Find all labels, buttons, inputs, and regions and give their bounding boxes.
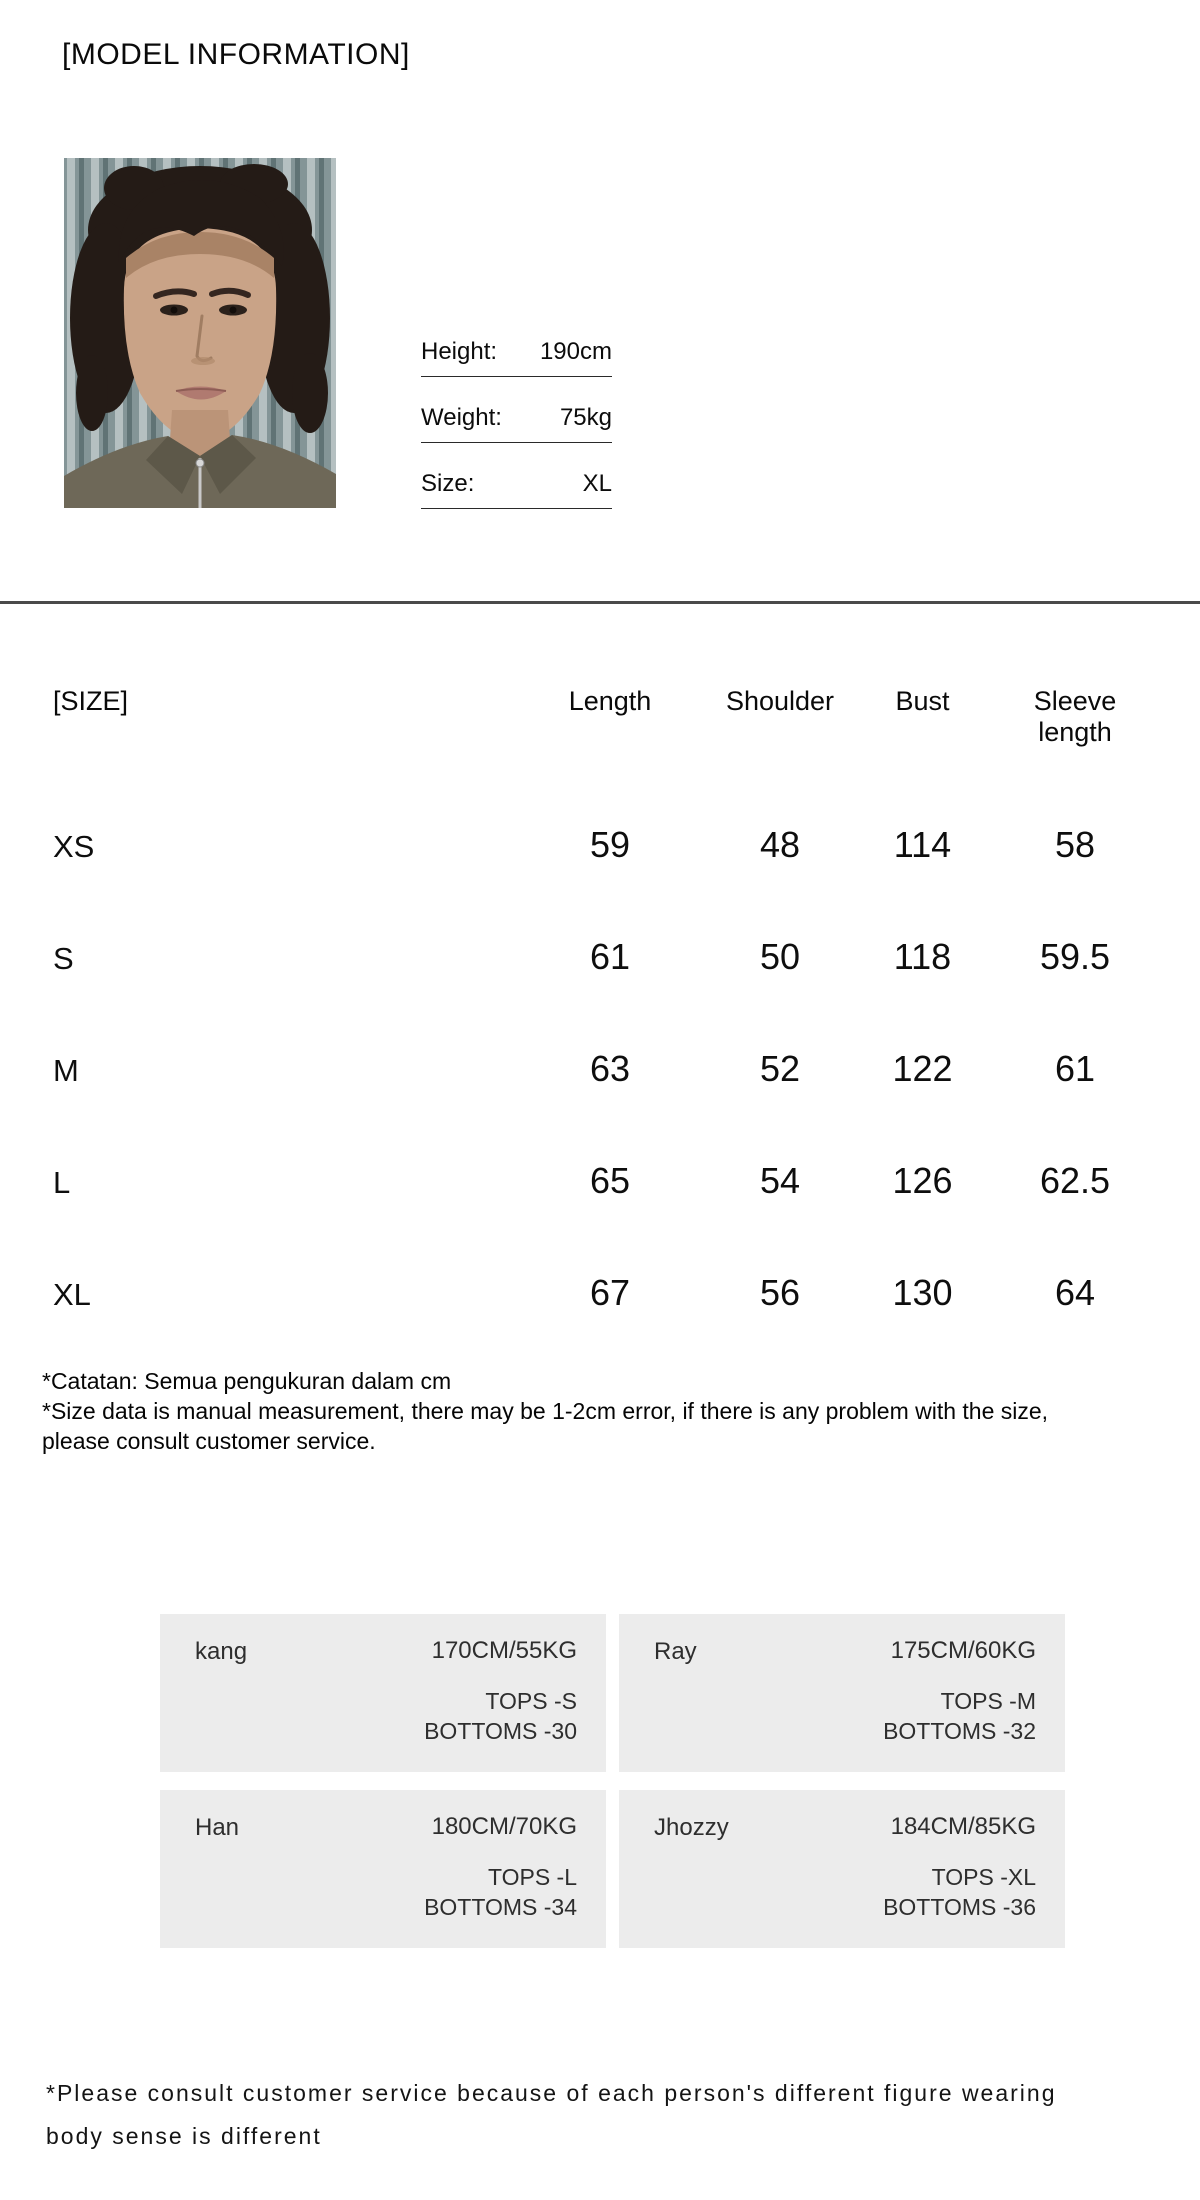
tester-name: Ray [654,1638,697,1665]
tester-box-jhozzy [619,1790,1065,1948]
length-value: 63 [589,1048,631,1089]
tester-bottoms: BOTTOMS -36 [883,1894,1036,1920]
height-field [421,338,612,377]
column-header-bust: Bust [895,686,950,716]
length-value: 67 [589,1272,631,1313]
weight-value: 75kg [559,404,612,431]
note-error-line2: please consult customer service. [42,1428,376,1454]
tester-tops: TOPS -M [940,1688,1036,1714]
shoulder-value: 56 [759,1272,801,1313]
sleeve-value: 59.5 [1039,936,1111,977]
tester-box-han [160,1790,606,1948]
tester-bottoms: BOTTOMS -30 [424,1718,577,1744]
size-row-m [0,1048,1200,1090]
section-divider [0,601,1200,604]
weight-field [421,404,612,443]
tester-fit [883,1862,1036,1922]
row-label: XL [53,1277,91,1312]
height-label: Height: [421,338,498,365]
tester-boxes [160,1614,1065,1948]
sleeve-value: 61 [1054,1048,1096,1089]
bust-value: 130 [892,1272,953,1313]
length-value: 65 [589,1160,631,1201]
size-table-header [0,686,1200,748]
model-measurement-fields [421,338,612,536]
tester-name: kang [195,1638,248,1665]
column-header-shoulder: Shoulder [725,686,835,716]
tester-tops: TOPS -L [487,1864,577,1890]
note-error-line1: *Size data is manual measurement, there may be 1-2cm error, if there is any problem with the size, [42,1398,1049,1424]
tester-body-stats: 180CM/70KG [431,1813,577,1840]
size-value: XL [582,470,612,497]
measurement-notes [42,1366,1048,1456]
size-label: Size: [421,470,475,497]
footer-note-line1: *Please consult customer service because of each person's different figure wearing [46,2080,1057,2106]
bust-value: 114 [893,824,952,865]
size-row-s [0,936,1200,978]
tester-name: Jhozzy [654,1814,729,1841]
tester-fit [424,1686,577,1746]
bust-value: 126 [892,1160,953,1201]
tester-tops: TOPS -XL [931,1864,1036,1890]
size-row-l [0,1160,1200,1202]
shoulder-value: 52 [759,1048,801,1089]
column-header-sleeve-length: Sleeve length [1033,686,1117,747]
length-value: 61 [589,936,631,977]
size-section-title: [SIZE] [53,686,129,716]
note-catatan: *Catatan: Semua pengukuran dalam cm [42,1368,452,1394]
size-field [421,470,612,509]
size-row-xs [0,824,1200,866]
tester-name: Han [195,1814,240,1841]
model-portrait-illustration [64,158,336,508]
tester-box-ray [619,1614,1065,1772]
sleeve-value: 62.5 [1039,1160,1111,1201]
tester-box-kang [160,1614,606,1772]
tester-bottoms: BOTTOMS -32 [883,1718,1036,1744]
model-information-title: [MODEL INFORMATION] [62,38,410,71]
shoulder-value: 48 [759,824,801,865]
tester-fit [424,1862,577,1922]
tester-body-stats: 170CM/55KG [431,1637,577,1664]
weight-label: Weight: [421,404,502,431]
height-value: 190cm [539,338,612,365]
footer-note [46,2072,1057,2158]
row-label: M [53,1053,79,1088]
row-label: XS [53,829,95,864]
row-label: L [53,1165,71,1200]
tester-fit [883,1686,1036,1746]
model-photo [64,158,336,508]
size-row-xl [0,1272,1200,1314]
footer-note-line2: body sense is different [46,2123,322,2149]
row-label: S [53,941,74,976]
length-value: 59 [589,824,631,865]
shoulder-value: 50 [759,936,801,977]
sleeve-value: 64 [1054,1272,1096,1313]
tester-tops: TOPS -S [485,1688,577,1714]
tester-body-stats: 175CM/60KG [890,1637,1036,1664]
bust-value: 122 [892,1048,953,1089]
tester-body-stats: 184CM/85KG [890,1813,1036,1840]
sleeve-value: 58 [1054,824,1096,865]
bust-value: 118 [893,936,952,977]
column-header-length: Length [568,686,652,716]
tester-bottoms: BOTTOMS -34 [424,1894,577,1920]
shoulder-value: 54 [759,1160,801,1201]
